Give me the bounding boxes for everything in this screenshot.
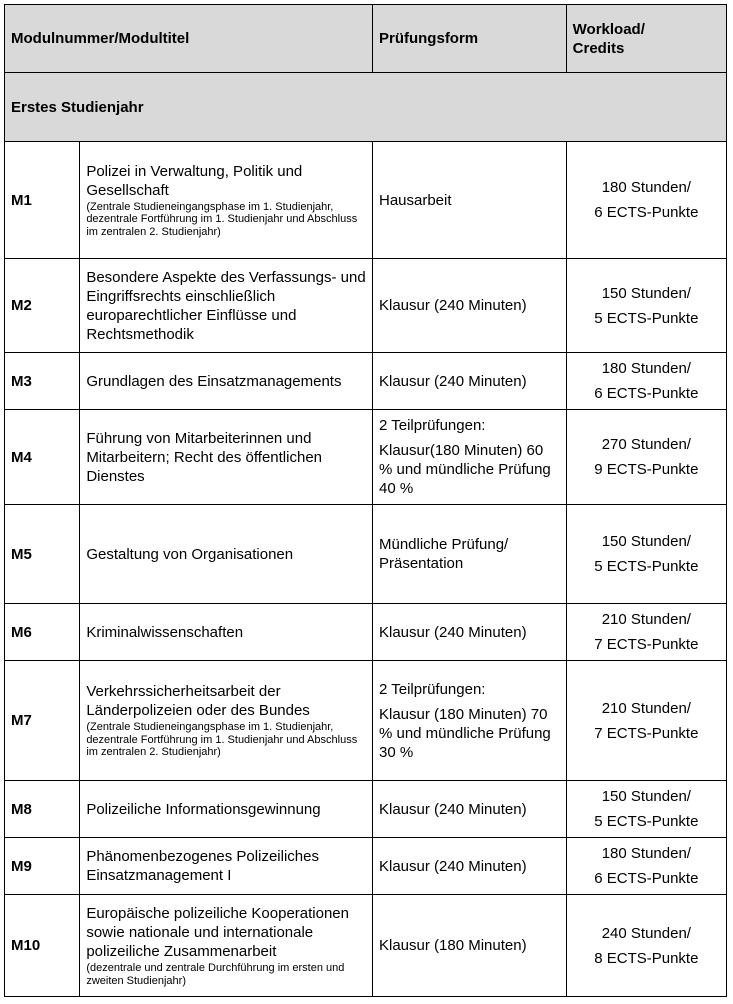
module-note: (dezentrale und zentrale Durchführung im ersten und zweiten Studienjahr) (86, 962, 345, 987)
header-workload-line1: Workload/ (572, 20, 645, 38)
module-title: Gestaltung von Organisationen (86, 545, 294, 563)
module-title: Kriminalwissenschaften (86, 623, 244, 641)
table-row (5, 142, 727, 259)
workload-hours: 150 Stunden/ (601, 533, 691, 550)
header-module: Modulnummer/Modultitel (5, 5, 373, 73)
module-number: M4 (5, 410, 80, 505)
exam-form: 2 Teilprüfungen: (378, 680, 486, 698)
module-title: Polizeiliche Informationsgewinnung (86, 800, 321, 818)
workload-hours: 210 Stunden/ (601, 611, 691, 628)
module-title-cell (80, 661, 373, 781)
workload-ects: 8 ECTS-Punkte (594, 949, 699, 967)
workload-cell (566, 505, 726, 604)
module-title-cell (80, 781, 373, 838)
exam-form: Hausarbeit (378, 191, 452, 209)
workload-cell (566, 781, 726, 838)
workload-cell (566, 895, 726, 997)
exam-cell (372, 353, 566, 410)
table-row (5, 353, 727, 410)
module-number: M3 (5, 353, 80, 410)
exam-cell (372, 259, 566, 353)
table-row (5, 781, 727, 838)
exam-cell (372, 142, 566, 259)
workload-ects: 7 ECTS-Punkte (594, 636, 699, 653)
workload-ects: 5 ECTS-Punkte (594, 813, 699, 830)
table-row (5, 410, 727, 505)
exam-form: 2 Teilprüfungen: (378, 417, 486, 434)
table-header-row (5, 5, 727, 73)
module-title-cell (80, 410, 373, 505)
module-number: M1 (5, 142, 80, 259)
section-title: Erstes Studienjahr (5, 73, 727, 142)
module-table (4, 4, 727, 997)
exam-cell (372, 604, 566, 661)
workload-hours: 150 Stunden/ (601, 284, 691, 302)
module-title-cell (80, 353, 373, 410)
module-number: M7 (5, 661, 80, 781)
header-exam: Prüfungsform (372, 5, 566, 73)
module-title-cell (80, 142, 373, 259)
table-row (5, 505, 727, 604)
module-note: (Zentrale Studieneingangsphase im 1. Studienjahr, dezentrale Fortführung im 1. Studienjahr und Abschluss im zentralen 2. Studienjahr) (86, 200, 358, 238)
workload-cell (566, 410, 726, 505)
module-number: M10 (5, 895, 80, 997)
workload-hours: 210 Stunden/ (601, 699, 691, 717)
module-title-cell (80, 604, 373, 661)
exam-cell (372, 505, 566, 604)
workload-hours: 240 Stunden/ (601, 924, 691, 942)
workload-ects: 6 ECTS-Punkte (594, 204, 699, 221)
workload-hours: 150 Stunden/ (601, 788, 691, 805)
module-title: Phänomenbezogenes Polizeiliches Einsatzmanagement I (86, 848, 319, 884)
module-title-cell (80, 895, 373, 997)
workload-cell (566, 142, 726, 259)
module-number: M9 (5, 838, 80, 895)
exam-detail: Klausur (180 Minuten) 70 % und mündliche Prüfung 30 % (378, 705, 551, 761)
exam-form: Klausur (240 Minuten) (378, 857, 527, 875)
workload-ects: 5 ECTS-Punkte (594, 558, 699, 575)
workload-ects: 6 ECTS-Punkte (594, 870, 699, 887)
exam-cell (372, 838, 566, 895)
workload-cell (566, 604, 726, 661)
workload-ects: 6 ECTS-Punkte (594, 385, 699, 402)
workload-hours: 180 Stunden/ (601, 360, 691, 377)
exam-cell (372, 895, 566, 997)
workload-cell (566, 353, 726, 410)
table-row (5, 259, 727, 353)
module-title: Europäische polizeiliche Kooperationen sowie nationale und internationale polizeiliche Zusammenarbeit (86, 905, 349, 960)
module-number: M2 (5, 259, 80, 353)
table-row (5, 604, 727, 661)
exam-form: Klausur (240 Minuten) (378, 372, 527, 390)
exam-form: Klausur (240 Minuten) (378, 297, 527, 314)
module-number: M8 (5, 781, 80, 838)
module-title: Polizei in Verwaltung, Politik und Gesellschaft (86, 162, 303, 199)
exam-detail: Klausur(180 Minuten) 60 % und mündliche Prüfung 40 % (378, 442, 551, 497)
workload-cell (566, 661, 726, 781)
table-row (5, 838, 727, 895)
exam-cell (372, 661, 566, 781)
workload-hours: 180 Stunden/ (601, 179, 691, 196)
header-workload-line2: Credits (572, 39, 625, 57)
module-title-cell (80, 505, 373, 604)
module-number: M5 (5, 505, 80, 604)
exam-cell (372, 781, 566, 838)
module-number: M6 (5, 604, 80, 661)
module-title-cell (80, 838, 373, 895)
exam-form: Klausur (240 Minuten) (378, 800, 527, 818)
table-row (5, 895, 727, 997)
exam-form: Klausur (180 Minuten) (378, 937, 527, 954)
exam-form: Klausur (240 Minuten) (378, 623, 527, 641)
workload-hours: 180 Stunden/ (601, 845, 691, 862)
module-title-cell (80, 259, 373, 353)
exam-cell (372, 410, 566, 505)
module-title: Grundlagen des Einsatzmanagements (86, 372, 342, 390)
exam-form: Mündliche Prüfung/ Präsentation (378, 536, 509, 572)
module-title: Verkehrssicherheitsarbeit der Länderpolizeien oder des Bundes (86, 683, 310, 720)
workload-cell (566, 259, 726, 353)
header-workload (566, 5, 726, 73)
section-row (5, 73, 727, 142)
table-row (5, 661, 727, 781)
workload-ects: 9 ECTS-Punkte (594, 461, 699, 478)
workload-ects: 5 ECTS-Punkte (594, 309, 699, 327)
workload-ects: 7 ECTS-Punkte (594, 724, 699, 742)
module-title: Führung von Mitarbeiterinnen und Mitarbeitern; Recht des öffentlichen Dienstes (86, 429, 322, 485)
workload-hours: 270 Stunden/ (601, 436, 691, 453)
workload-cell (566, 838, 726, 895)
module-note: (Zentrale Studieneingangsphase im 1. Studienjahr, dezentrale Fortführung im 1. Studienjahr und Abschluss im zentralen 2. Studienjahr) (86, 721, 358, 759)
module-title: Besondere Aspekte des Verfassungs- und Eingriffsrechts einschließlich europarechtlicher Einflüsse und Rechtsmethodik (86, 268, 366, 343)
